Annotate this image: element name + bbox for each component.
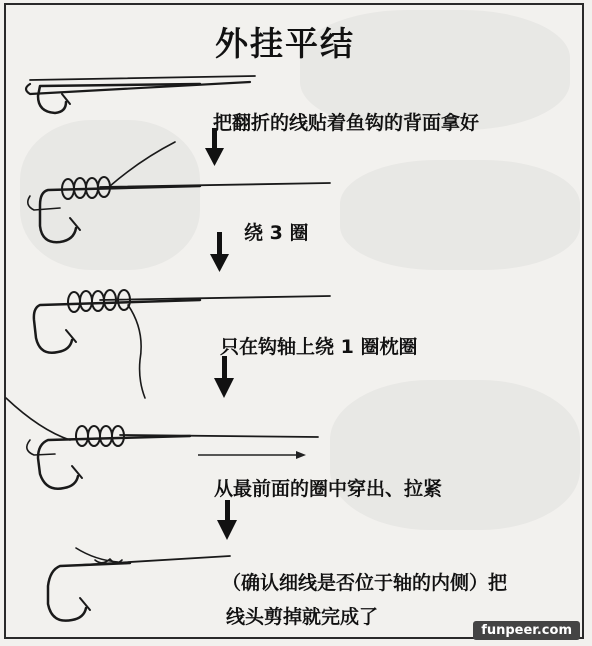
right-arrow-icon (198, 451, 306, 459)
step-1-text: 把翻折的线贴着鱼钩的背面拿好 (213, 112, 480, 134)
step-2-text: 绕 3 圈 (244, 222, 309, 244)
line-main (100, 183, 330, 187)
step-5-text-line2: 线头剪掉就完成了 (226, 606, 379, 628)
line-main (30, 76, 255, 80)
diagram-title: 外挂平结 (215, 24, 355, 63)
wraps (68, 290, 130, 312)
step-3-text: 只在钩轴上绕 1 圈枕圈 (220, 336, 418, 358)
line-main (80, 556, 230, 565)
watermark-badge: funpeer.com (473, 621, 580, 640)
down-arrow-icon (210, 232, 229, 272)
down-arrow-icon (217, 500, 237, 540)
line-tag (110, 142, 175, 186)
wraps (76, 426, 124, 446)
line-tag (128, 305, 145, 398)
down-arrow-icon (214, 356, 234, 398)
fishhook-icon (34, 300, 200, 353)
line-tag (6, 398, 70, 440)
line-main (100, 296, 330, 300)
fishhook-icon (48, 563, 130, 621)
step-5-text-line1: （确认细线是否位于轴的内侧）把 (222, 572, 508, 594)
step-4-text: 从最前面的圈中穿出、拉紧 (214, 478, 443, 500)
